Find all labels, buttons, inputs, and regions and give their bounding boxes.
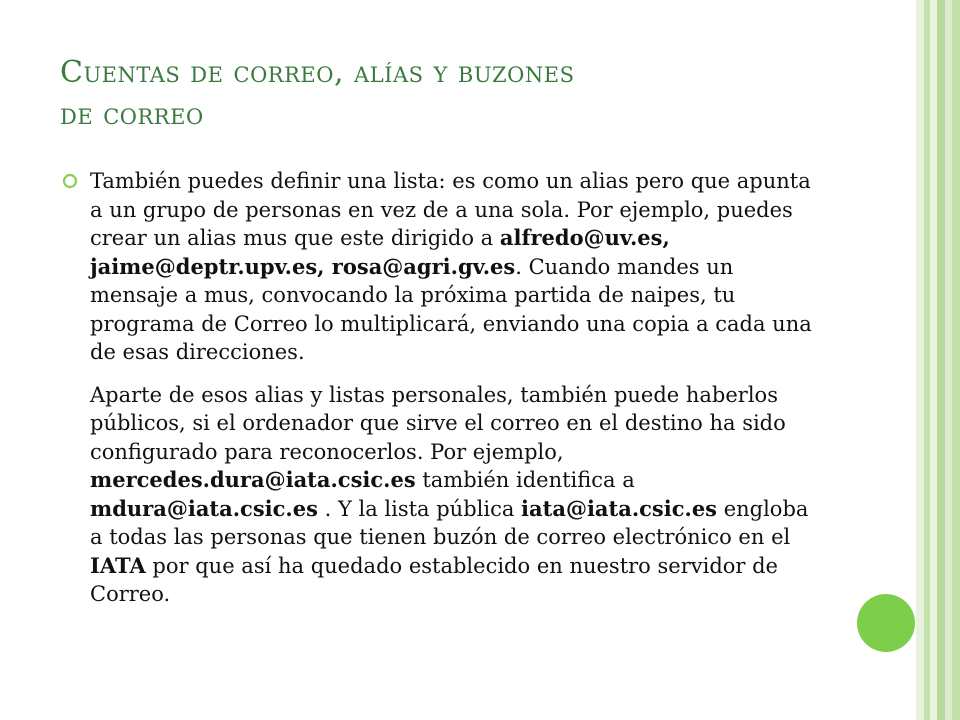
bullet-icon [62, 173, 78, 189]
para2-text-1: Aparte de esos alias y listas personales, también puede haberlos públicos, si el ordenador que sirve el correo en el destino ha sido configurado para reconocerlos. Por ejemplo, [90, 382, 786, 464]
para1-text-2: . Cuando mandes un mensaje a mus, convocando la próxima partida de naipes, tu programa de Correo lo multiplicará, enviando una copia a cada una de esas direcciones. [90, 254, 812, 364]
para2-text-4: engloba a todas las personas que tienen buzón de correo electrónico en el [90, 496, 809, 549]
para2-org: IATA [90, 552, 146, 578]
stripe [952, 0, 960, 720]
paragraph [62, 381, 822, 609]
slide-title-line1: Cuentas de correo, alías y buzones [60, 55, 575, 90]
para2-email-2: mdura@iata.csic.es [90, 495, 318, 521]
stripe [916, 0, 924, 720]
para1-email-list: alfredo@uv.es, jaime@deptr.upv.es, rosa@agri.gv.es [90, 225, 670, 279]
para1-text-1: También puedes definir una lista: es como un alias pero que apunta a un grupo de personas en vez de a una sola. Por ejemplo, puedes crear un alias mus que este dirigido a [90, 169, 811, 250]
stripe [945, 0, 952, 720]
stripe [937, 0, 945, 720]
para2-text-2: también identifica a [415, 468, 635, 492]
slide-body [62, 167, 822, 623]
slide-title [60, 52, 840, 136]
para2-email-1: mercedes.dura@iata.csic.es [90, 467, 416, 492]
stripe [930, 0, 937, 720]
bullet-paragraph [62, 167, 822, 367]
slide-title-line2: de correo [60, 97, 204, 132]
decorative-green-circle [857, 594, 915, 652]
para2-text-5: por que así ha quedado establecido en nuestro servidor de Correo. [90, 553, 778, 606]
para2-text-3: . Y la lista pública [317, 496, 522, 521]
decorative-side-stripes [916, 0, 960, 720]
para2-email-3: iata@iata.csic.es [521, 495, 718, 521]
